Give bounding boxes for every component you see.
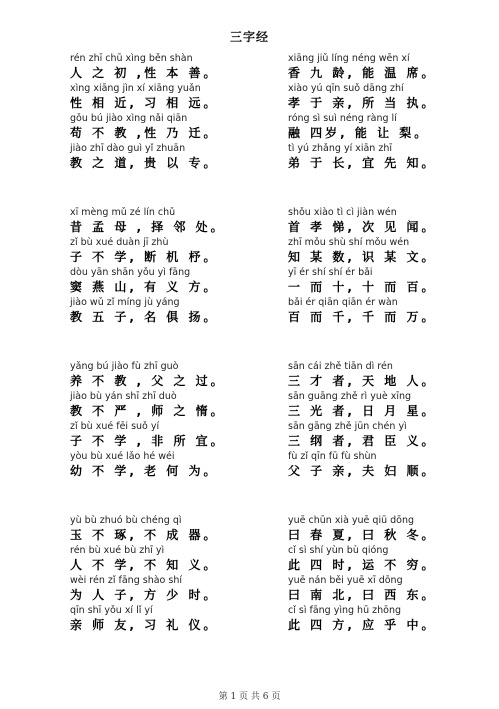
- pinyin-line: jiào bù yán shī zhī duò: [70, 391, 177, 402]
- pinyin-line: rén bù xué bù zhī yì: [70, 545, 165, 556]
- hanzi-line: 香 九 龄, 能 温 席。: [288, 66, 437, 80]
- pinyin-line: xìng xiāng jìn xí xiāng yuǎn: [70, 83, 201, 94]
- hanzi-line: 亲 师 友, 习 礼 仪。: [70, 618, 219, 632]
- hanzi-line: 一 而 十, 十 而 百。: [288, 280, 437, 294]
- hanzi-line: 此 四 方, 应 乎 中。: [288, 618, 437, 632]
- hanzi-line: 性 相 近, 习 相 远。: [70, 96, 219, 110]
- hanzi-line: 弟 于 长, 宜 先 知。: [288, 156, 437, 170]
- hanzi-line: 三 才 者, 天 地 人。: [288, 374, 437, 388]
- hanzi-line: 玉 不 琢, 不 成 器。: [70, 528, 219, 542]
- hanzi-line: 孝 于 亲, 所 当 执。: [288, 96, 437, 110]
- stanza: [288, 206, 468, 360]
- stanza: [70, 52, 250, 206]
- pinyin-line: yuē chūn xià yuē qiū dōng: [288, 515, 415, 526]
- hanzi-line: 养 不 教 , 父 之 过。: [70, 374, 226, 388]
- right-column: [288, 52, 468, 668]
- pinyin-line: yī ér shí shí ér bǎi: [288, 267, 373, 278]
- pinyin-line: fù zǐ qīn fū fù shùn: [288, 451, 377, 462]
- hanzi-line: 曰 南 北, 曰 西 东。: [288, 588, 437, 602]
- pinyin-line: dòu yān shān yǒu yì fāng: [70, 267, 191, 278]
- left-column: [70, 52, 250, 668]
- pinyin-line: sān gāng zhě jūn chén yì: [288, 421, 407, 432]
- hanzi-line: 三 光 者, 日 月 星。: [288, 404, 437, 418]
- stanza: [70, 360, 250, 514]
- hanzi-line: 融 四岁, 能 让 梨。: [288, 126, 430, 140]
- stanza: [70, 514, 250, 668]
- pinyin-line: xī mèng mǔ zé lín chǔ: [70, 207, 176, 218]
- pinyin-line: sān cái zhě tiān dì rén: [288, 361, 393, 372]
- pinyin-line: shǒu xiào tì cì jiàn wén: [288, 207, 397, 218]
- pinyin-line: zǐ bù xué duàn jī zhù: [70, 237, 169, 248]
- hanzi-line: 昔 孟 母 , 择 邻 处。: [70, 220, 226, 234]
- hanzi-line: 子 不 学 , 非 所 宜。: [70, 434, 226, 448]
- hanzi-line: 子 不 学, 断 机 杼。: [70, 250, 219, 264]
- hanzi-line: 教 之 道, 贵 以 专。: [70, 156, 219, 170]
- hanzi-line: 窦 燕 山, 有 义 方。: [70, 280, 219, 294]
- stanza: [288, 514, 468, 668]
- hanzi-line: 为 人 子, 方 少 时。: [70, 588, 219, 602]
- pinyin-line: cǐ sì shí yùn bù qióng: [288, 545, 389, 556]
- hanzi-line: 百 而 千, 千 而 万。: [288, 310, 437, 324]
- stanza: [288, 52, 468, 206]
- hanzi-line: 父 子 亲, 夫 妇 顺。: [288, 464, 437, 478]
- hanzi-line: 教 五 子, 名 俱 扬。: [70, 310, 219, 324]
- pinyin-line: tì yú zhǎng yí xiān zhī: [288, 143, 392, 154]
- hanzi-line: 苟 不 教 ,性 乃 迁。: [70, 126, 219, 140]
- pinyin-line: yuē nán běi yuē xī dōng: [288, 575, 403, 586]
- hanzi-line: 知 某 数, 识 某 文。: [288, 250, 437, 264]
- hanzi-line: 人 不 学, 不 知 义。: [70, 558, 219, 572]
- stanza: [288, 360, 468, 514]
- pinyin-line: róng sì suì néng ràng lí: [288, 113, 397, 124]
- hanzi-line: 人 之 初 ,性 本 善。: [70, 66, 219, 80]
- pinyin-line: xiāng jiǔ líng néng wēn xí: [288, 53, 410, 64]
- hanzi-line: 此 四 时, 运 不 穷。: [288, 558, 437, 572]
- pinyin-line: jiào zhī dào guì yǐ zhuān: [70, 143, 186, 154]
- page-footer: 第 1 页 共 6 页: [218, 692, 281, 702]
- pinyin-line: qīn shī yǒu xí lǐ yí: [70, 605, 153, 616]
- pinyin-line: sān guāng zhě rì yuè xīng: [288, 391, 412, 402]
- pinyin-line: rén zhī chū xìng běn shàn: [70, 53, 193, 64]
- hanzi-line: 教 不 严 , 师 之 惰。: [70, 404, 226, 418]
- pinyin-line: gǒu bú jiào xìng nǎi qiān: [70, 113, 188, 124]
- hanzi-line: 幼 不 学, 老 何 为。: [70, 464, 219, 478]
- pinyin-line: xiào yú qīn suǒ dāng zhí: [288, 83, 404, 94]
- stanza: [70, 206, 250, 360]
- hanzi-line: 首 孝 悌, 次 见 闻。: [288, 220, 437, 234]
- hanzi-line: 三 纲 者, 君 臣 义。: [288, 434, 437, 448]
- pinyin-line: yǎng bú jiào fù zhī guò: [70, 361, 179, 372]
- pinyin-line: yòu bù xué lǎo hé wéi: [70, 451, 175, 462]
- pinyin-line: cǐ sì fāng yìng hū zhōng: [288, 605, 401, 616]
- pinyin-line: bǎi ér qiān qiān ér wàn: [288, 297, 398, 308]
- pinyin-line: wèi rén zǐ fāng shào shí: [70, 575, 182, 586]
- hanzi-line: 曰 春 夏, 曰 秋 冬。: [288, 528, 437, 542]
- pinyin-line: yù bù zhuó bù chéng qì: [70, 515, 182, 526]
- pinyin-line: zǐ bù xué fēi suǒ yí: [70, 421, 160, 432]
- page-title: 三字经: [229, 30, 269, 44]
- pinyin-line: zhī mǒu shù shí mǒu wén: [288, 237, 410, 248]
- pinyin-line: jiào wǔ zǐ míng jù yáng: [70, 297, 180, 308]
